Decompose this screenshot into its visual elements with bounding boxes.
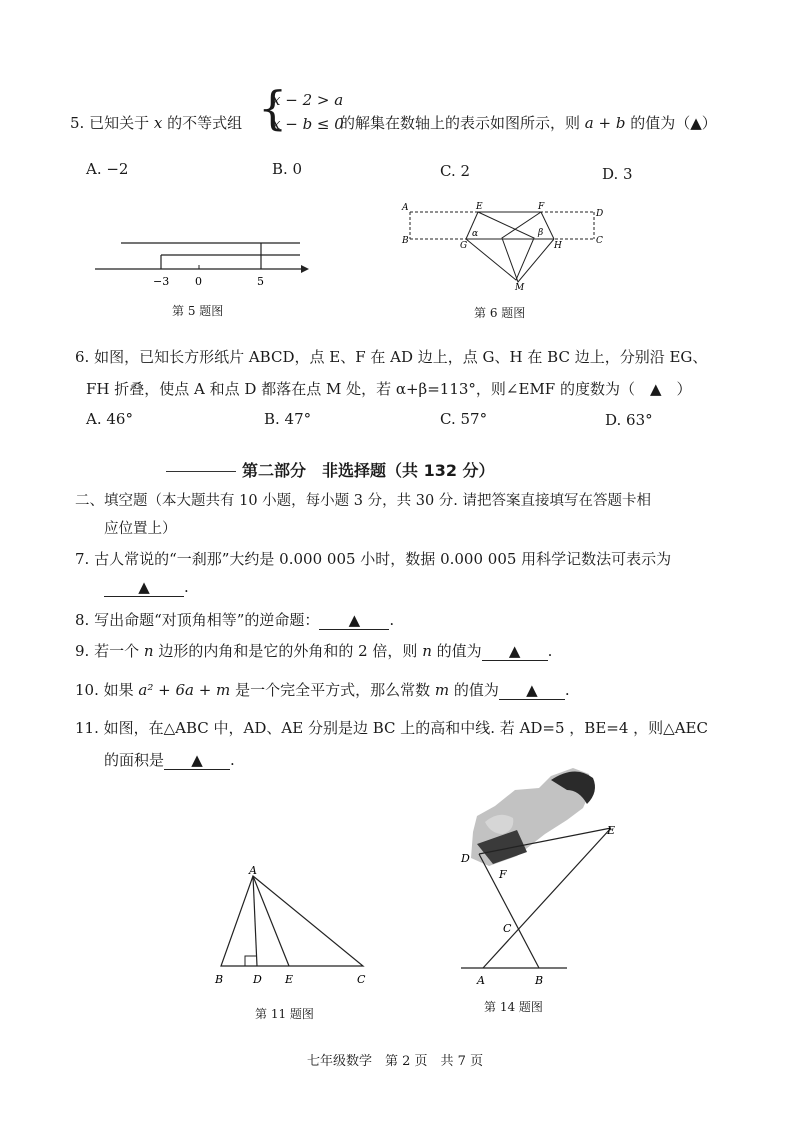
fig5-caption: 第 5 题图	[172, 304, 224, 318]
title-rule-left	[166, 471, 236, 472]
fig11-label-e: E	[285, 973, 294, 986]
q11-line-1: 11. 如图，在△ABC 中，AD、AE 分别是边 BC 上的高和中线. 若 AD=5 ，BE=4 ，则△AEC	[75, 719, 708, 737]
q5-option-b: B. 0	[272, 160, 303, 178]
fig14-label-f: F	[499, 868, 507, 881]
fig11-triangle	[205, 862, 380, 992]
inequality-system	[272, 88, 344, 136]
fig6-label-a: A	[402, 203, 409, 213]
q8-line: 8. 写出命题“对顶角相等”的逆命题： ▲ .	[75, 611, 395, 629]
q6-option-c: C. 57°	[440, 410, 488, 428]
q5-option-d: D. 3	[602, 165, 633, 183]
fig14-label-b: B	[535, 974, 544, 987]
part2-title: 第二部分 非选择题（共 132 分）	[160, 458, 495, 481]
fill-heading-1: 二、填空题（本大题共有 10 小题，每小题 3 分，共 30 分. 请把答案直接填写在答题卡相	[75, 493, 651, 509]
tick-0: 0	[195, 275, 202, 288]
fig11-label-c: C	[357, 973, 366, 986]
fig11-caption: 第 11 题图	[255, 1007, 314, 1021]
fig6-label-m: M	[515, 283, 525, 293]
fig6-caption: 第 6 题图	[474, 306, 526, 320]
fig6-folded-rectangle	[398, 198, 608, 294]
q11-line-2: 的面积是 ▲ .	[104, 751, 235, 769]
fig6-label-e: E	[476, 202, 483, 212]
q10-line: 10. 如果 a² + 6a + m 是一个完全平方式，那么常数 m 的值为 ▲ .	[75, 681, 570, 699]
q8-blank: ▲	[319, 611, 389, 630]
fig11-label-b: B	[215, 973, 224, 986]
fig6-label-g: G	[460, 241, 468, 251]
q9-line: 9. 若一个 n 边形的内角和是它的外角和的 2 倍，则 n 的值为 ▲ .	[75, 642, 553, 660]
fig11-label-d: D	[253, 973, 262, 986]
fig6-label-d: D	[596, 209, 604, 219]
fig14-label-e: E	[607, 824, 616, 837]
fig6-label-b: B	[402, 236, 409, 246]
q5-text-tail: 的解集在数轴上的表示如图所示，则 a + b 的值为（▲）	[340, 114, 717, 132]
fig6-label-h: H	[554, 241, 562, 251]
q5-option-a: A. −2	[86, 160, 129, 178]
page-footer: 七年级数学 第 2 页 共 7 页	[307, 1054, 484, 1069]
q6-option-a: A. 46°	[86, 410, 133, 428]
q6-option-b: B. 47°	[264, 410, 312, 428]
inequality-1: x − 2 > a	[272, 91, 344, 109]
q5-text: 5. 已知关于 x 的不等式组	[70, 114, 243, 132]
fig6-label-alpha: α	[472, 229, 479, 239]
fig14-ruler-figure	[455, 760, 625, 990]
q7-answer: ▲ .	[104, 578, 189, 597]
tick-neg3: −3	[153, 275, 170, 288]
q10-blank: ▲	[499, 681, 565, 700]
q9-blank: ▲	[482, 642, 548, 661]
fig5-number-line	[95, 235, 310, 290]
fig6-label-f: F	[538, 202, 545, 212]
q7-line-1: 7. 古人常说的“一刹那”大约是 0.000 005 小时，数据 0.000 005 用科学记数法可表示为	[75, 550, 672, 568]
fill-heading-2: 应位置上）	[104, 521, 177, 537]
q6-line-1: 6. 如图，已知长方形纸片 ABCD，点 E、F 在 AD 边上，点 G、H 在 BC 边上，分别沿 EG、	[75, 348, 708, 366]
fig6-label-c: C	[596, 236, 603, 246]
fig14-label-d: D	[461, 852, 470, 865]
tick-5: 5	[257, 275, 264, 288]
inequality-2: x − b ≤ 0	[272, 115, 344, 133]
fig6-label-beta: β	[538, 228, 544, 238]
fig14-label-a: A	[477, 974, 485, 987]
fig11-label-a: A	[249, 864, 257, 877]
hand-illustration	[471, 768, 595, 866]
q6-option-d: D. 63°	[605, 411, 653, 429]
q6-line-2: FH 折叠，使点 A 和点 D 都落在点 M 处，若 α+β=113°，则∠EMF 的度数为（ ▲ ）	[86, 380, 692, 398]
fig14-caption: 第 14 题图	[484, 1000, 543, 1014]
q5-number: 5.	[70, 114, 85, 132]
q7-blank: ▲	[104, 578, 184, 597]
system-brace: {	[258, 81, 288, 135]
fig14-label-c: C	[503, 922, 512, 935]
q5-option-c: C. 2	[440, 162, 471, 180]
q11-blank: ▲	[164, 751, 230, 770]
